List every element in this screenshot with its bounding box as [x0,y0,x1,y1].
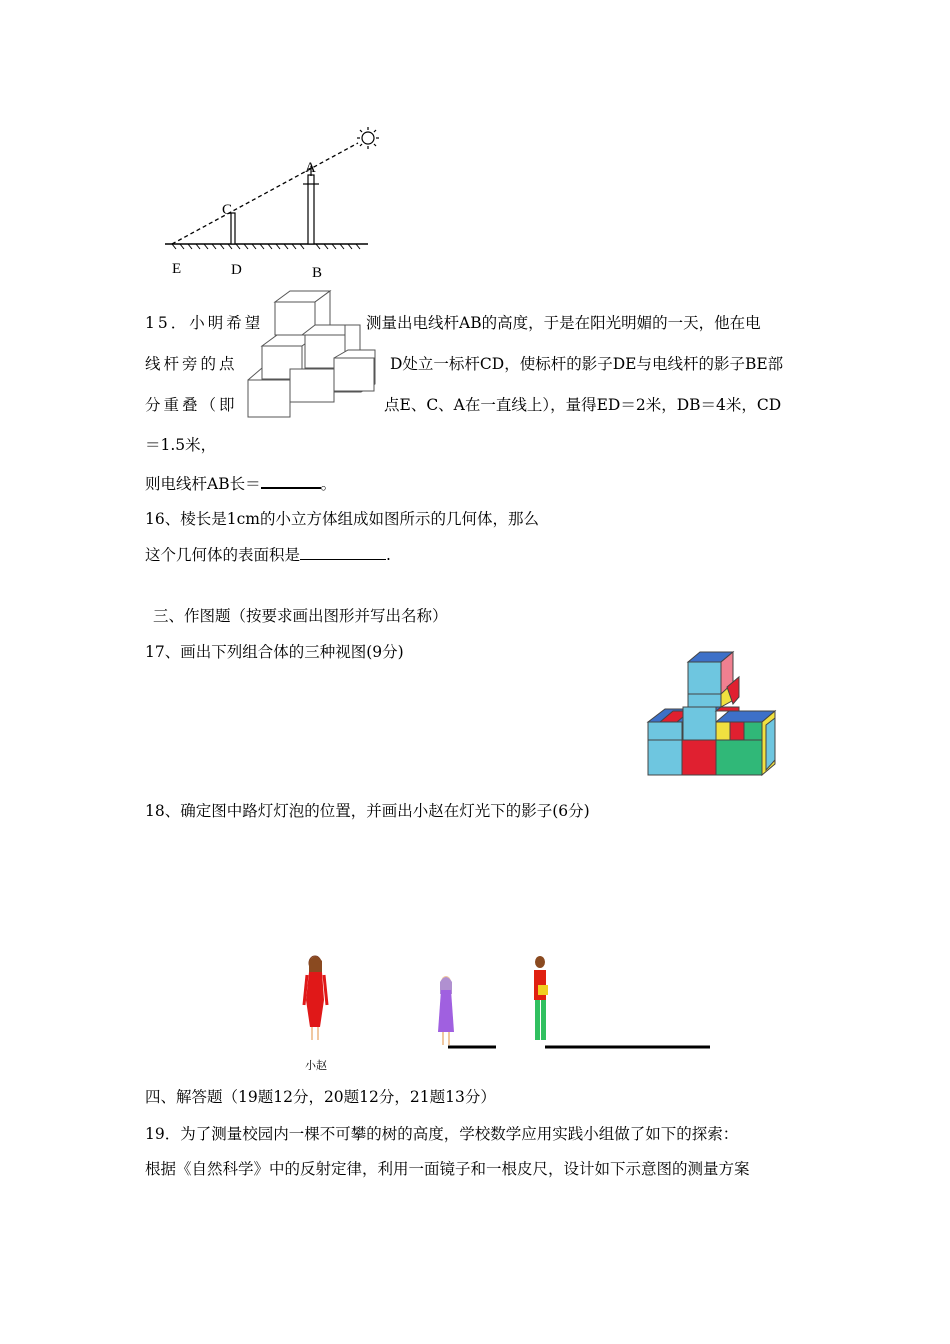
q19-line2: 根据《自然科学》中的反射定律，利用一面镜子和一根皮尺，设计如下示意图的测量方案 [145,1160,750,1178]
section-3-title: 三、作图题（按要求画出图形并写出名称） [153,607,448,625]
q16-line1: 16、棱长是1cm的小立方体组成如图所示的几何体，那么 [145,510,539,528]
q15-line4: ＝1.5米， [145,436,217,454]
q15-line1b: 测量出电线杆AB的高度，于是在阳光明媚的一天，他在电 [366,314,761,332]
q15-line2a: 线杆旁的点 [145,355,238,373]
label-c: C [222,202,233,218]
person-purple [438,976,454,1045]
label-e: E [172,261,182,277]
q15-line3b: 点E、C、A在一直线上），量得ED＝2米，DB＝4米，CD [384,396,782,414]
label-d: D [231,262,242,278]
label-a: A [305,160,316,176]
q17-text: 17、画出下列组合体的三种视图(9分) [145,643,404,661]
person-man [534,956,548,1040]
label-b: B [312,265,323,281]
q19-line1: 19．为了测量校园内一棵不可攀的树的高度，学校数学应用实践小组做了如下的探索： [145,1125,739,1143]
q15-line5: 则电线杆AB长＝ 。 [145,475,337,493]
xiaozhao-caption: 小赵 [305,1059,327,1072]
q16-line2: 这个几何体的表面积是 . [145,546,391,564]
person-xiaozhao [304,956,327,1040]
q15-line1a: 15．小明希望 [145,314,264,332]
q15-line2b: D处立一标杆CD，使标杆的影子DE与电线杆的影子BE部 [390,355,784,373]
section-4-title: 四、解答题（19题12分，20题12分，21题13分） [145,1088,496,1106]
q18-text: 18、确定图中路灯灯泡的位置，并画出小赵在灯光下的影子(6分) [145,802,590,820]
q15-line3a: 分重叠（即 [145,396,238,414]
